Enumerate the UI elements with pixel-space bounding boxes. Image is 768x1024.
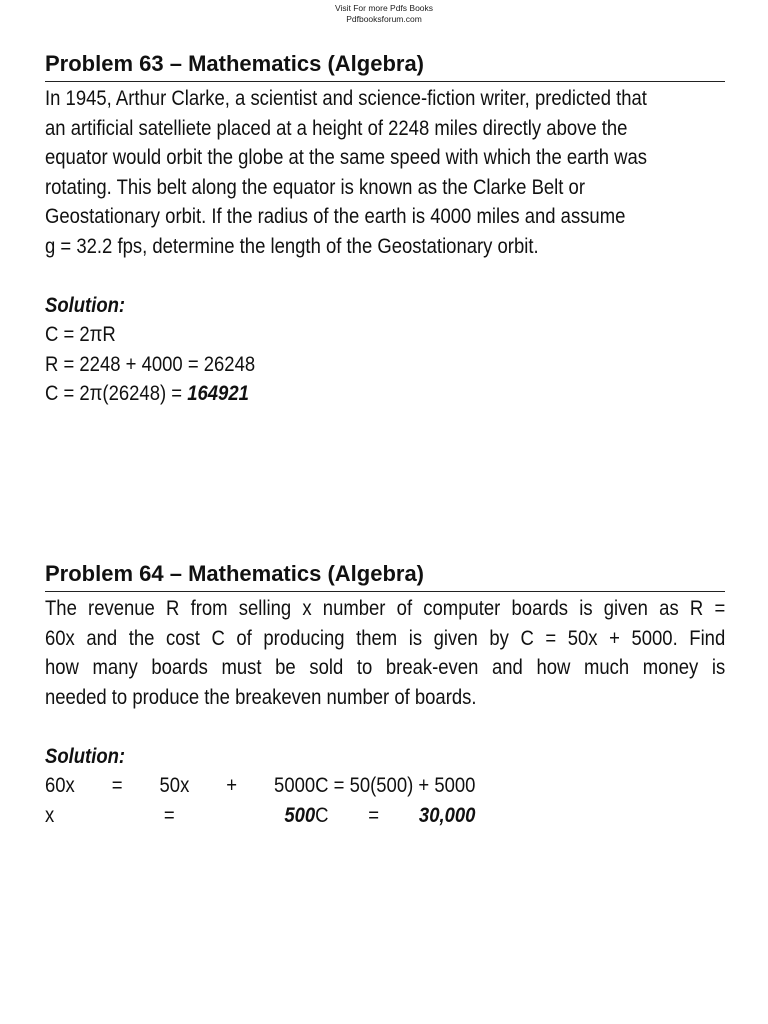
- solution-step: [315, 801, 475, 831]
- statement-line: an artificial satelliete placed at a height of 2248 miles directly above the: [45, 116, 628, 140]
- solution-step: [45, 801, 315, 831]
- final-answer: 30,000: [418, 803, 476, 827]
- solution-columns: [45, 771, 725, 830]
- watermark-line-2: Pdfbooksforum.com: [346, 14, 422, 24]
- final-answer: 500: [284, 803, 316, 827]
- statement-line: g = 32.2 fps, determine the length of the Geostationary orbit.: [45, 234, 539, 258]
- solution-step: [45, 379, 725, 409]
- watermark-line-1: Visit For more Pdfs Books: [334, 3, 434, 13]
- final-answer: 164921: [187, 382, 249, 405]
- statement-line: In 1945, Arthur Clarke, a scientist and science-fiction writer, predicted that: [45, 87, 647, 110]
- solution-label: Solution:: [45, 293, 126, 317]
- problem-64: [45, 561, 725, 830]
- statement-line: 60x and the cost C of producing them is given by C = 50x + 5000. Find: [45, 626, 726, 650]
- problem-63: [45, 51, 725, 409]
- problem-64-body: [45, 594, 725, 830]
- step-text: C = 2π(26248) =: [45, 382, 188, 405]
- statement-line: how many boards must be sold to break-even and how much money is: [45, 656, 726, 679]
- solution-step: 60x = 50x + 5000: [45, 774, 316, 797]
- step-text: x =: [45, 803, 285, 827]
- problem-63-body: [45, 84, 725, 409]
- statement-line: The revenue R from selling x number of computer boards is given as R =: [45, 597, 726, 620]
- solution-step: C = 50(500) + 5000: [315, 774, 476, 797]
- statement-line: Geostationary orbit. If the radius of the earth is 4000 miles and assume: [45, 205, 626, 228]
- source-watermark: [0, 3, 768, 25]
- solution-step: C = 2πR: [45, 323, 116, 346]
- solution-right-column: [315, 771, 475, 830]
- problem-64-title: Problem 64 – Mathematics (Algebra): [45, 561, 725, 592]
- solution-left-column: [45, 771, 315, 830]
- statement-line: needed to produce the breakeven number of boards.: [45, 685, 477, 709]
- step-text: C =: [315, 803, 419, 827]
- problem-63-title: Problem 63 – Mathematics (Algebra): [45, 51, 725, 82]
- statement-line: equator would orbit the globe at the same speed with which the earth was: [45, 146, 648, 169]
- statement-line: rotating. This belt along the equator is known as the Clarke Belt or: [45, 175, 585, 199]
- solution-step: R = 2248 + 4000 = 26248: [45, 352, 256, 376]
- solution-label: Solution:: [45, 744, 126, 768]
